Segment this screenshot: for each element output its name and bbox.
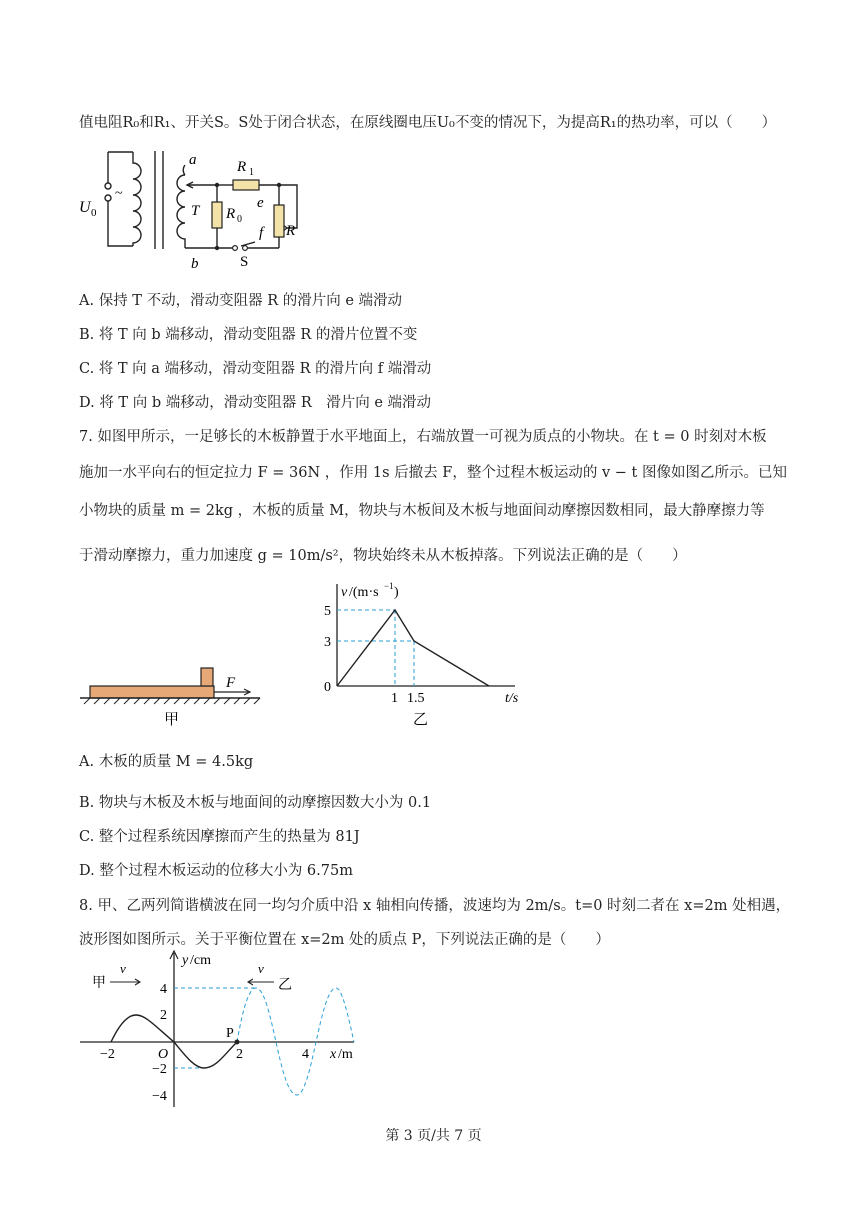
q7-option-a: A. 木板的质量 M = 4.5kg (79, 754, 254, 770)
svg-text:/m: /m (338, 1047, 353, 1062)
svg-text:t/s: t/s (505, 691, 519, 706)
svg-text:b: b (191, 256, 199, 272)
svg-text:R: R (226, 206, 236, 222)
svg-text:乙: 乙 (278, 978, 292, 993)
q7-stem-line-1: 7. 如图甲所示，一足够长的木板静置于水平地面上，右端放置一可视为质点的小物块。在 t = 0 时刻对木板 (79, 429, 767, 445)
svg-text:0: 0 (237, 214, 242, 225)
q8-stem-line-2: 波形图如图所示。关于平衡位置在 x=2m 处的质点 P，下列说法正确的是（ ） (79, 932, 610, 948)
svg-text:−2: −2 (152, 1062, 167, 1077)
svg-text:S: S (240, 254, 249, 270)
svg-text:4: 4 (160, 982, 167, 997)
svg-text:F: F (226, 675, 236, 691)
svg-text:−2: −2 (100, 1047, 115, 1062)
svg-text:e: e (257, 195, 264, 211)
svg-text:乙: 乙 (413, 712, 429, 728)
svg-text:2: 2 (236, 1047, 243, 1062)
svg-text:~: ~ (115, 186, 123, 201)
svg-text:2: 2 (160, 1008, 167, 1023)
svg-text:R: R (286, 223, 296, 239)
svg-text:/(m·s: /(m·s (349, 585, 379, 600)
q6-option-d: D. 将 T 向 b 端移动，滑动变阻器 R 滑片向 e 端滑动 (79, 395, 432, 411)
svg-text:U: U (79, 199, 91, 216)
svg-text:1.5: 1.5 (407, 691, 425, 706)
q7-option-b: B. 物块与木板及木板与地面间的动摩擦因数大小为 0.1 (79, 795, 432, 811)
svg-text:P: P (226, 1026, 234, 1041)
svg-text:1: 1 (249, 167, 254, 178)
svg-text:a: a (189, 152, 197, 168)
q7-option-d: D. 整个过程木板运动的位移大小为 6.75m (79, 863, 353, 879)
q7-stem-line-3: 小物块的质量 m = 2kg ，木板的质量 M，物块与木板间及木板与地面间动摩擦因数相同，最大静摩擦力等 (79, 503, 765, 519)
svg-text:1: 1 (391, 691, 398, 706)
svg-text:4: 4 (302, 1047, 309, 1062)
svg-text:v: v (341, 585, 348, 600)
svg-text:/cm: /cm (190, 953, 211, 968)
svg-text:x: x (330, 1047, 337, 1062)
svg-text:T: T (191, 203, 200, 219)
svg-text:甲: 甲 (164, 712, 180, 728)
svg-text:v: v (258, 961, 264, 976)
svg-text:3: 3 (324, 635, 331, 650)
svg-text:O: O (158, 1047, 169, 1062)
svg-text:5: 5 (324, 604, 331, 619)
svg-text:0: 0 (324, 680, 331, 695)
svg-text:y: y (182, 953, 189, 968)
svg-text:v: v (120, 961, 126, 976)
q7-stem-line-4: 于滑动摩擦力，重力加速度 g = 10m/s²，物块始终未从木板掉落。下列说法正确的是（ ） (79, 548, 687, 564)
figure-yi-vt-graph (315, 578, 535, 728)
q6-option-c: C. 将 T 向 a 端移动，滑动变阻器 R 的滑片向 f 端滑动 (79, 361, 432, 377)
figure-jia-board-block (80, 660, 270, 730)
page-footer: 第 3 页/共 7 页 (385, 1128, 482, 1144)
q7-option-c: C. 整个过程系统因摩擦而产生的热量为 81J (79, 829, 360, 845)
q7-stem-line-2: 施加一水平向右的恒定拉力 F = 36N ，作用 1s 后撤去 F，整个过程木板运动的 v − t 图像如图乙所示。已知 (79, 465, 787, 481)
svg-text:−1: −1 (384, 581, 394, 591)
q6-option-b: B. 将 T 向 b 端移动，滑动变阻器 R 的滑片位置不变 (79, 327, 418, 343)
q6-option-a: A. 保持 T 不动，滑动变阻器 R 的滑片向 e 端滑动 (79, 293, 403, 309)
svg-text:−4: −4 (152, 1089, 167, 1104)
svg-text:): ) (394, 585, 399, 600)
svg-text:R: R (237, 159, 247, 175)
svg-text:甲: 甲 (92, 976, 106, 991)
svg-text:0: 0 (91, 207, 97, 219)
intro-line: 值电阻R₀和R₁、开关S。S处于闭合状态，在原线圈电压U₀不变的情况下，为提高R₁的热功率，可以（ ） (79, 115, 777, 131)
transformer-circuit-diagram (75, 145, 315, 275)
q8-stem-line-1: 8. 甲、乙两列简谐横波在同一均匀介质中沿 x 轴相向传播，波速均为 2m/s。t=0 时刻二者在 x=2m 处相遇， (79, 898, 791, 914)
wave-graph (78, 945, 378, 1110)
svg-text:f: f (259, 225, 264, 241)
